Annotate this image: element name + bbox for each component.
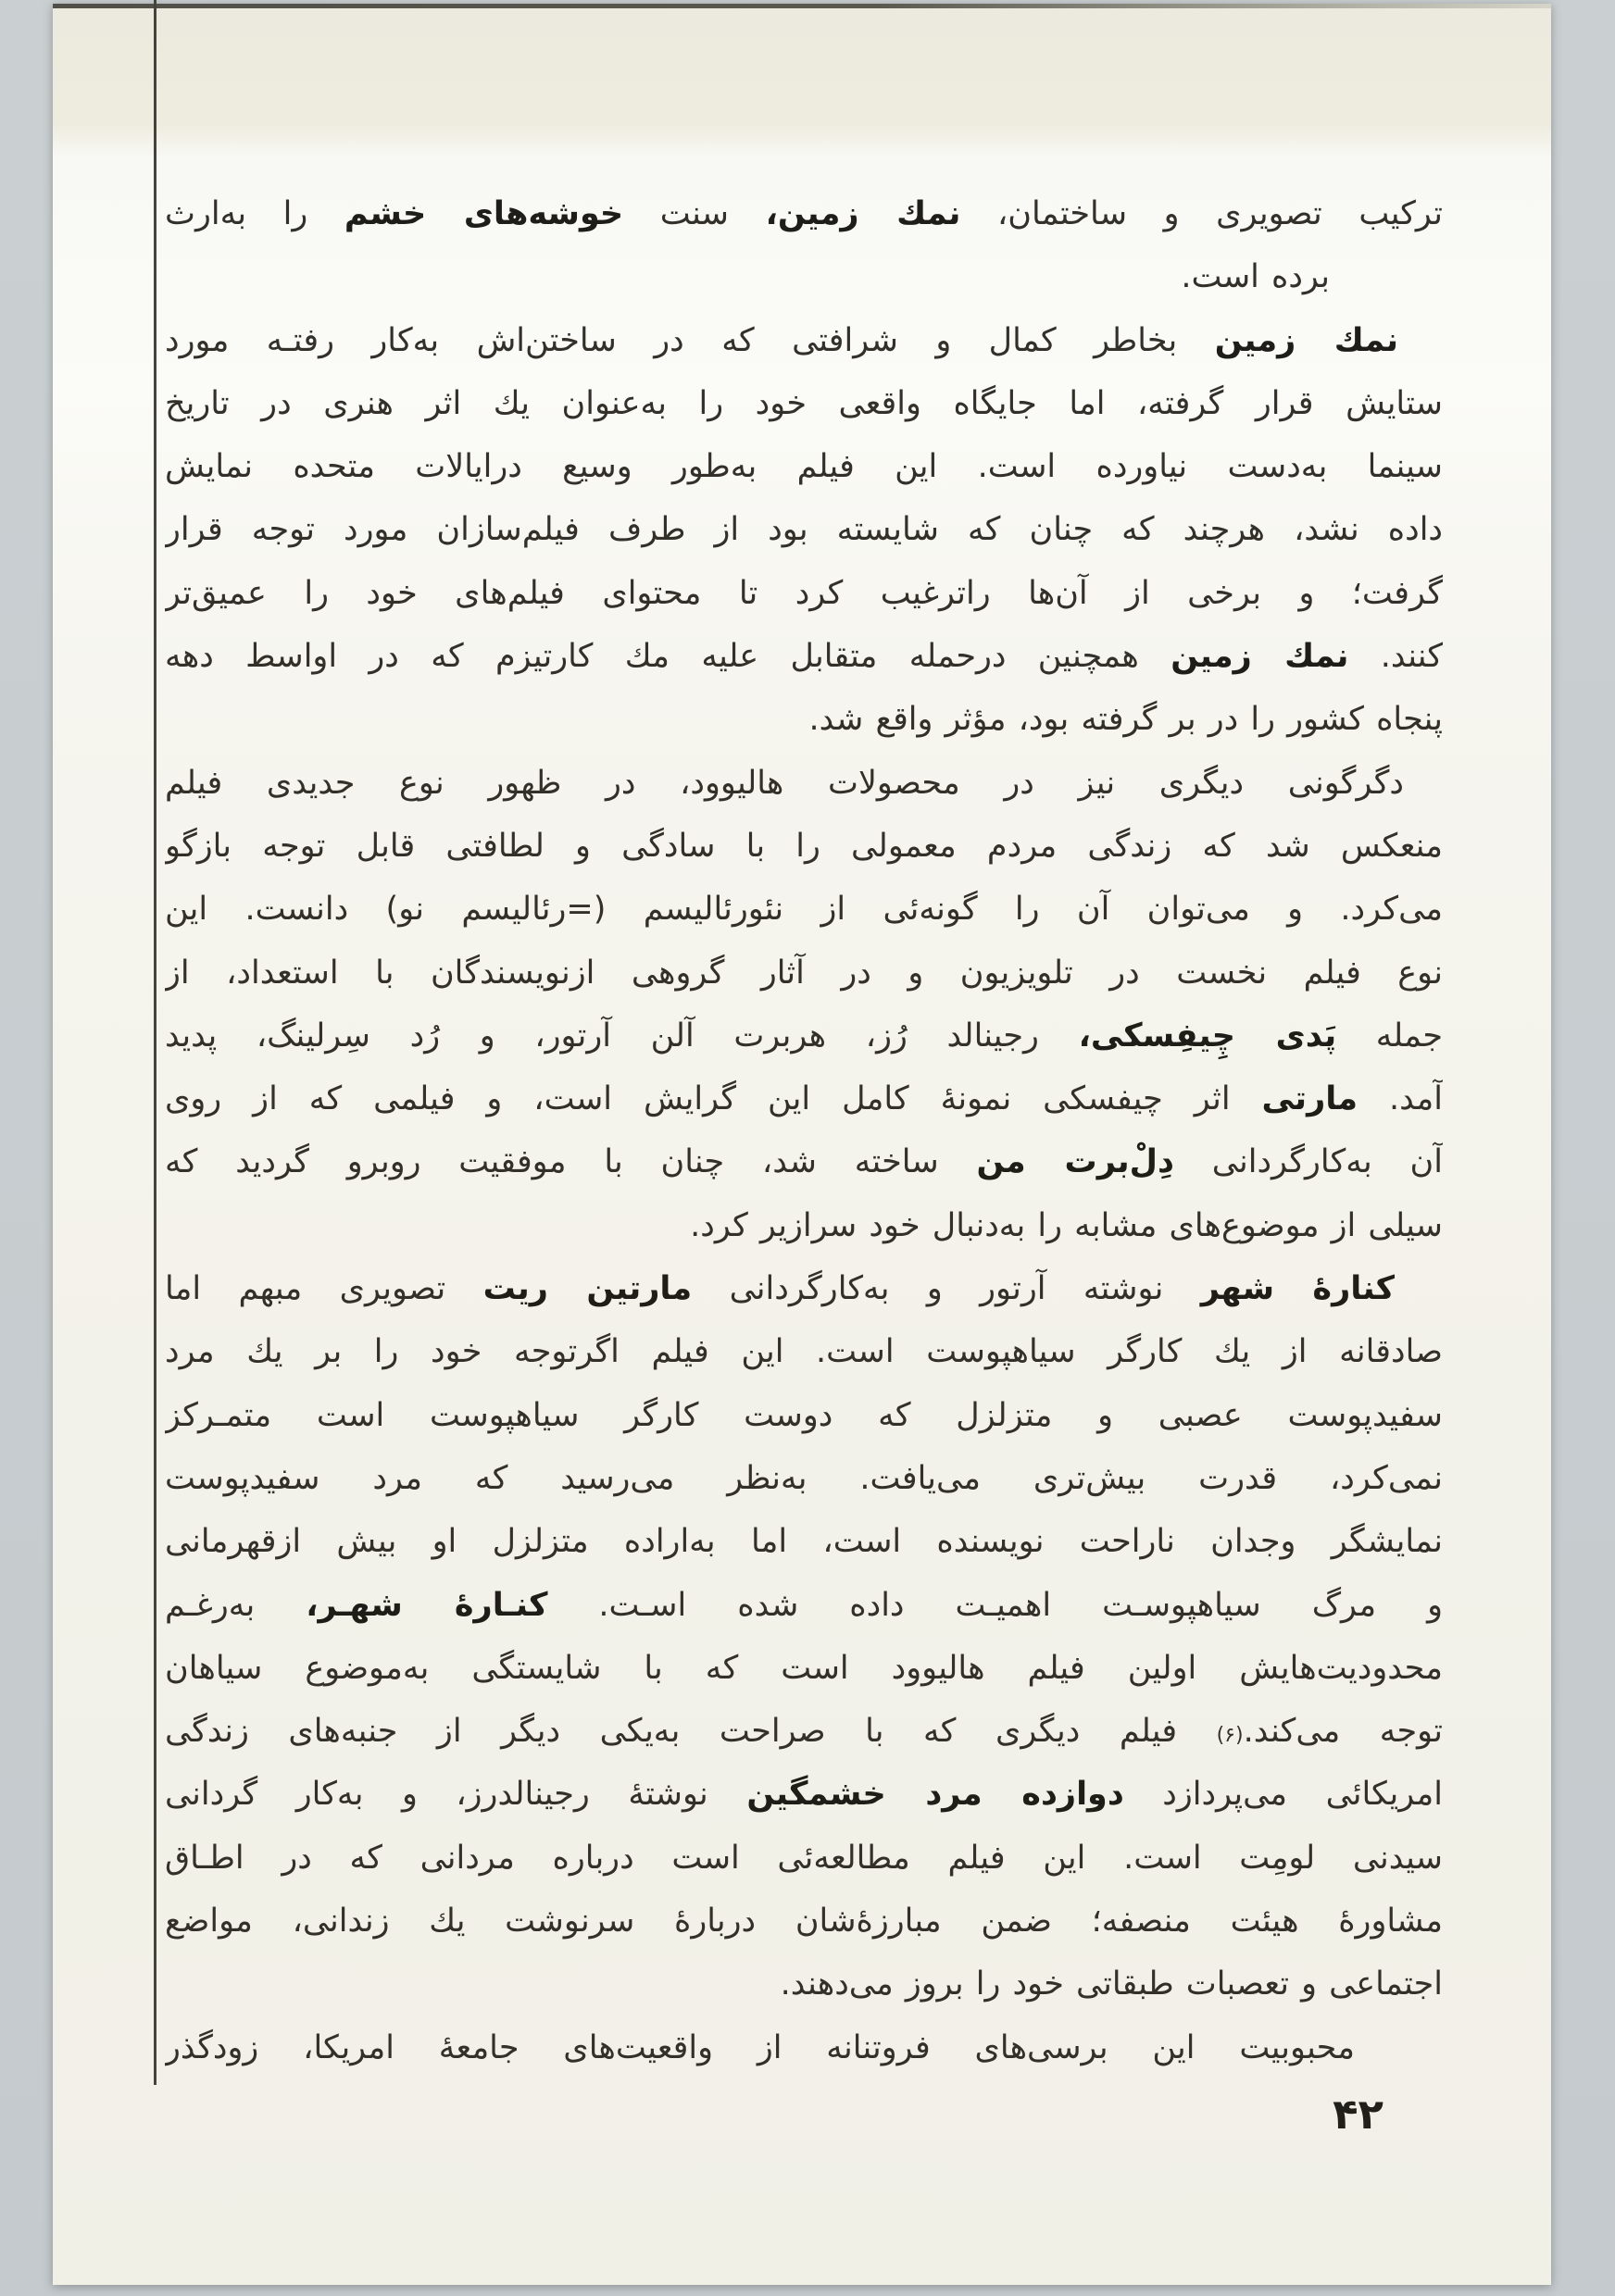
text-line [165, 1447, 1443, 1510]
text-line [165, 815, 1443, 878]
text-segment: ساخته شد، چنان با موفقیت روبرو گردید که [165, 1143, 977, 1181]
film-title-bold: نمك زمین [1171, 638, 1349, 676]
text-line [165, 1320, 1443, 1383]
text-segment: سیدنی لومِت است. این فیلم مطالعه‌ئی است درباره مردانی که در اطـاق [165, 1839, 1443, 1877]
text-segment: دگرگونی دیگری نیز در محصولات هالیوود، در ظهور نوع جدیدی فیلم [165, 764, 1404, 802]
film-title-bold: مارتی [1261, 1080, 1358, 1118]
text-segment: نمی‌کرد، قدرت بیش‌تری می‌یافت. به‌نظر می‌رسید که مرد سفیدپوست [165, 1459, 1443, 1497]
paper-sheet [53, 4, 1551, 2285]
text-segment: سینما به‌دست نیاورده است. این فیلم به‌طور وسیع درایالات متحده نمایش [165, 448, 1443, 486]
text-line [165, 1067, 1443, 1130]
text-line [165, 2016, 1443, 2079]
text-segment: محبوبیت این برسی‌های فروتنانه از واقعیت‌های جامعهٔ امریکا، زودگذر [165, 2028, 1355, 2066]
margin-rule-line [154, 0, 156, 2085]
text-segment: و مرگ سیاهپوسـت اهمیـت داده شده اسـت. [547, 1586, 1443, 1624]
text-line [165, 182, 1443, 245]
text-line [165, 1827, 1443, 1890]
text-line [165, 1890, 1443, 1953]
text-line [165, 1953, 1443, 2015]
text-segment: کنند. [1348, 638, 1443, 676]
film-title-bold: مارتین ریت [482, 1270, 693, 1308]
film-title-bold: نمك زمین [1214, 321, 1398, 359]
text-segment: توجه می‌کند. [1243, 1713, 1443, 1751]
text-line [165, 752, 1443, 815]
text-line [165, 688, 1443, 751]
text-segment: نوشته آرتور و به‌کارگردانی [692, 1270, 1201, 1308]
text-line [165, 245, 1443, 308]
text-line [165, 1004, 1443, 1067]
film-title-bold: دوازده مرد خشمگین [746, 1776, 1124, 1814]
body-text-block [165, 182, 1443, 2079]
text-line [165, 1194, 1443, 1257]
text-line [165, 1574, 1443, 1637]
text-line [165, 1637, 1443, 1700]
text-segment: آمد. [1358, 1080, 1443, 1118]
film-title-bold: کنـارهٔ شهـر، [306, 1586, 548, 1624]
text-segment: محدودیت‌هایش اولین فیلم هالیوود است که با شایستگی به‌موضوع سیاهان [165, 1649, 1443, 1687]
scan-top-edge-shadow [53, 4, 1551, 8]
text-segment: رجینالد رُز، هربرت آلن آرتور، و رُد سِرلینگ، پدید [165, 1017, 1079, 1054]
film-title-bold: دِلْ‌برت من [976, 1143, 1174, 1181]
text-line [165, 625, 1443, 688]
film-title-bold: کنارهٔ شهر [1200, 1270, 1395, 1308]
page-number: ۴۲ [1333, 2090, 1383, 2139]
text-line [165, 942, 1443, 1004]
text-segment: صادقانه از یك کارگر سیاهپوست است. این فیلم اگرتوجه خود را بر یك مرد [165, 1333, 1443, 1371]
text-line [165, 498, 1443, 561]
text-line [165, 1384, 1443, 1447]
text-segment: منعکس شد که زندگی مردم معمولی را با سادگی و لطافتی قابل توجه بازگو [165, 827, 1443, 865]
text-line [165, 1700, 1443, 1763]
text-segment: داده نشد، هرچند که چنان که شایسته بود از طرف فیلم‌سازان مورد توجه قرار [165, 511, 1443, 549]
text-segment: ستایش قرار گرفته، اما جایگاه واقعی خود را به‌عنوان یك اثر هنری در تاریخ [165, 384, 1443, 422]
text-segment: نمایشگر وجدان ناراحت نویسنده است، اما به‌اراده متزلزل او بیش ازقهرمانی [165, 1523, 1443, 1561]
footnote-marker: (۶) [1216, 1724, 1244, 1748]
text-line [165, 435, 1443, 498]
text-segment: سفیدپوست عصبی و متزلزل که دوست کارگر سیاهپوست است متمـرکز [165, 1396, 1443, 1434]
text-segment: پنجاه کشور را در بر گرفته بود، مؤثر واقع شد. [808, 701, 1443, 739]
text-line [165, 1763, 1443, 1826]
text-segment: اثر چیفسکی نمونهٔ کامل این گرایش است، و فیلمی که از روی [165, 1080, 1262, 1118]
text-line [165, 1257, 1443, 1320]
text-segment: نوع فیلم نخست در تلویزیون و در آثار گروهی ازنویسندگان با استعداد، از [165, 954, 1443, 992]
text-segment: نوشتهٔ رجینالدرز، و به‌کار گردانی [165, 1776, 747, 1814]
text-segment: را به‌ارث [165, 195, 344, 232]
text-line [165, 372, 1443, 435]
text-segment: همچنین درحمله متقابل علیه مك کارتیزم که در اواسط دهه [165, 638, 1171, 676]
text-segment: جمله [1336, 1017, 1443, 1054]
text-segment: برده است. [1181, 258, 1330, 296]
text-segment: سنت [623, 195, 766, 232]
text-segment: اجتماعی و تعصبات طبقاتی خود را بروز می‌دهند. [780, 1965, 1443, 2003]
text-segment: فیلم دیگری که با صراحت به‌یکی دیگر از جنبه‌های زندگی [165, 1713, 1217, 1751]
text-segment: امریکائی می‌پردازد [1123, 1776, 1443, 1814]
text-line [165, 562, 1443, 625]
film-title-bold: پَدی چِیفِسکی، [1078, 1017, 1337, 1054]
text-segment: می‌کرد. و می‌توان آن را گونه‌ئی از نئورئالیسم (=رئالیسم نو) دانست. این [165, 891, 1443, 929]
text-segment: مشاورهٔ هیئت منصفه؛ ضمن مبارزهٔ‌شان دربارهٔ سرنوشت یك زندانی، مواضع [165, 1903, 1443, 1940]
film-title-bold: خوشه‌های خشم [344, 195, 624, 232]
text-line [165, 309, 1443, 372]
text-segment: ترکیب تصویری و ساختمان، [960, 195, 1443, 232]
text-segment: گرفت؛ و برخی از آن‌ها راترغیب کرد تا محتوای فیلم‌های خود را عمیق‌تر [165, 574, 1443, 612]
text-line [165, 1130, 1443, 1193]
text-segment: تصویری مبهم اما [165, 1270, 483, 1308]
film-title-bold: نمك زمین، [765, 195, 961, 232]
text-line [165, 878, 1443, 941]
text-segment: آن به‌کارگردانی [1173, 1143, 1443, 1181]
text-segment: سیلی از موضوع‌های مشابه را به‌دنبال خود سرازیر کرد. [690, 1206, 1443, 1244]
text-segment: به‌رغـم [165, 1586, 307, 1624]
text-line [165, 1510, 1443, 1573]
text-segment: بخاطر کمال و شرافتی که در ساختن‌اش به‌کار رفتـه مورد [165, 321, 1215, 359]
